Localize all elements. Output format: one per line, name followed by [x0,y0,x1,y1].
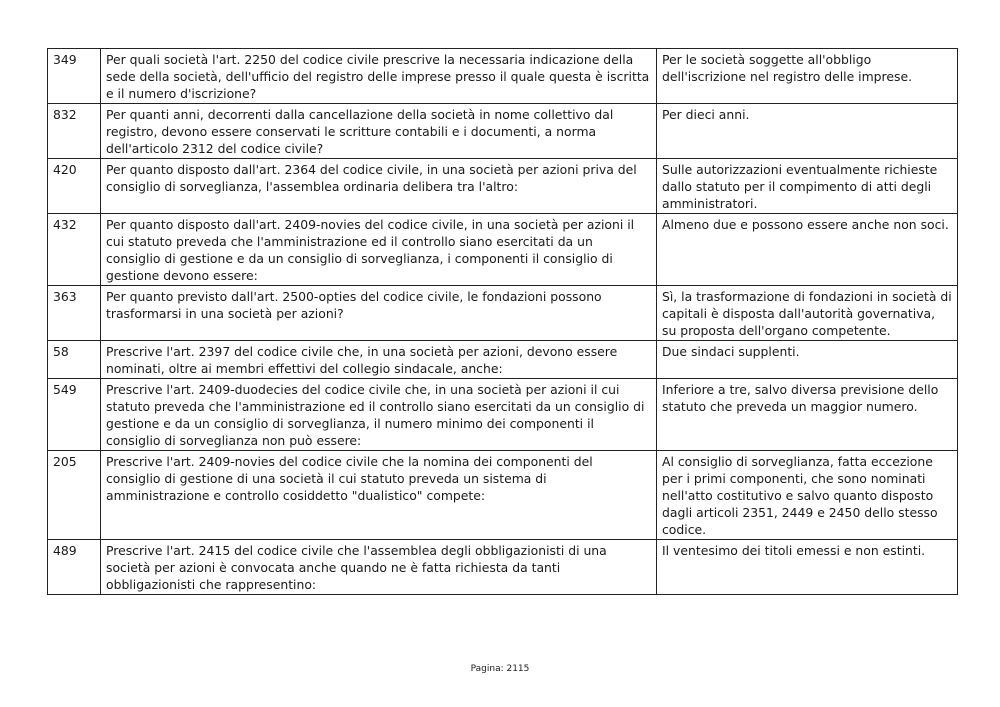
answer-text: Sì, la trasformazione di fondazioni in società di capitali è disposta dall'autorità governativa, su proposta dell'organo competente. [657,286,958,341]
question-number: 549 [48,379,101,451]
page-number-footer: Pagina: 2115 [470,664,530,674]
answer-text: Per dieci anni. [657,104,958,159]
question-text: Per quanto disposto dall'art. 2409-novies del codice civile, in una società per azioni il cui statuto preveda che l'amministrazione ed il controllo siano esercitati da un consiglio di gestione e da un consiglio di sorveglianza, i componenti il consiglio di gestione devono essere: [101,214,657,286]
table-row [48,286,958,341]
question-answer-table [47,48,958,595]
table-row [48,451,958,540]
table-row [48,540,958,595]
question-number: 432 [48,214,101,286]
table-row [48,379,958,451]
question-number: 832 [48,104,101,159]
answer-text: Sulle autorizzazioni eventualmente richieste dallo statuto per il compimento di atti degli amministratori. [657,159,958,214]
question-text: Per quanti anni, decorrenti dalla cancellazione della società in nome collettivo dal registro, devono essere conservati le scritture contabili e i documenti, a norma dell'articolo 2312 del codice civile? [101,104,657,159]
question-number: 363 [48,286,101,341]
question-number: 420 [48,159,101,214]
answer-text: Inferiore a tre, salvo diversa previsione dello statuto che preveda un maggior numero. [657,379,958,451]
question-text: Prescrive l'art. 2409-novies del codice civile che la nomina dei componenti del consiglio di gestione di una società il cui statuto preveda un sistema di amministrazione e controllo cosiddetto "dualistico" compete: [101,451,657,540]
question-number: 349 [48,49,101,104]
question-text: Prescrive l'art. 2415 del codice civile che l'assemblea degli obbligazionisti di una società per azioni è convocata anche quando ne è fatta richiesta da tanti obbligazionisti che rappresentino: [101,540,657,595]
question-text: Per quanto previsto dall'art. 2500-opties del codice civile, le fondazioni possono trasformarsi in una società per azioni? [101,286,657,341]
table-row [48,159,958,214]
table-row [48,49,958,104]
table-row [48,341,958,379]
question-text: Prescrive l'art. 2409-duodecies del codice civile che, in una società per azioni il cui statuto preveda che l'amministrazione ed il controllo siano esercitati da un consiglio di gestione e da un consiglio di sorveglianza, il numero minimo dei componenti il consiglio di sorveglianza non può essere: [101,379,657,451]
question-text: Per quali società l'art. 2250 del codice civile prescrive la necessaria indicazione della sede della società, dell'ufficio del registro delle imprese presso il quale questa è iscritta e il numero d'iscrizione? [101,49,657,104]
question-text: Per quanto disposto dall'art. 2364 del codice civile, in una società per azioni priva del consiglio di sorveglianza, l'assemblea ordinaria delibera tra l'altro: [101,159,657,214]
question-number: 58 [48,341,101,379]
question-number: 489 [48,540,101,595]
table-row [48,104,958,159]
answer-text: Almeno due e possono essere anche non soci. [657,214,958,286]
answer-text: Il ventesimo dei titoli emessi e non estinti. [657,540,958,595]
answer-text: Due sindaci supplenti. [657,341,958,379]
table-row [48,214,958,286]
question-number: 205 [48,451,101,540]
question-text: Prescrive l'art. 2397 del codice civile che, in una società per azioni, devono essere nominati, oltre ai membri effettivi del collegio sindacale, anche: [101,341,657,379]
answer-text: Per le società soggette all'obbligo dell'iscrizione nel registro delle imprese. [657,49,958,104]
answer-text: Al consiglio di sorveglianza, fatta eccezione per i primi componenti, che sono nominati nell'atto costitutivo e salvo quanto disposto dagli articoli 2351, 2449 e 2450 dello stesso codice. [657,451,958,540]
